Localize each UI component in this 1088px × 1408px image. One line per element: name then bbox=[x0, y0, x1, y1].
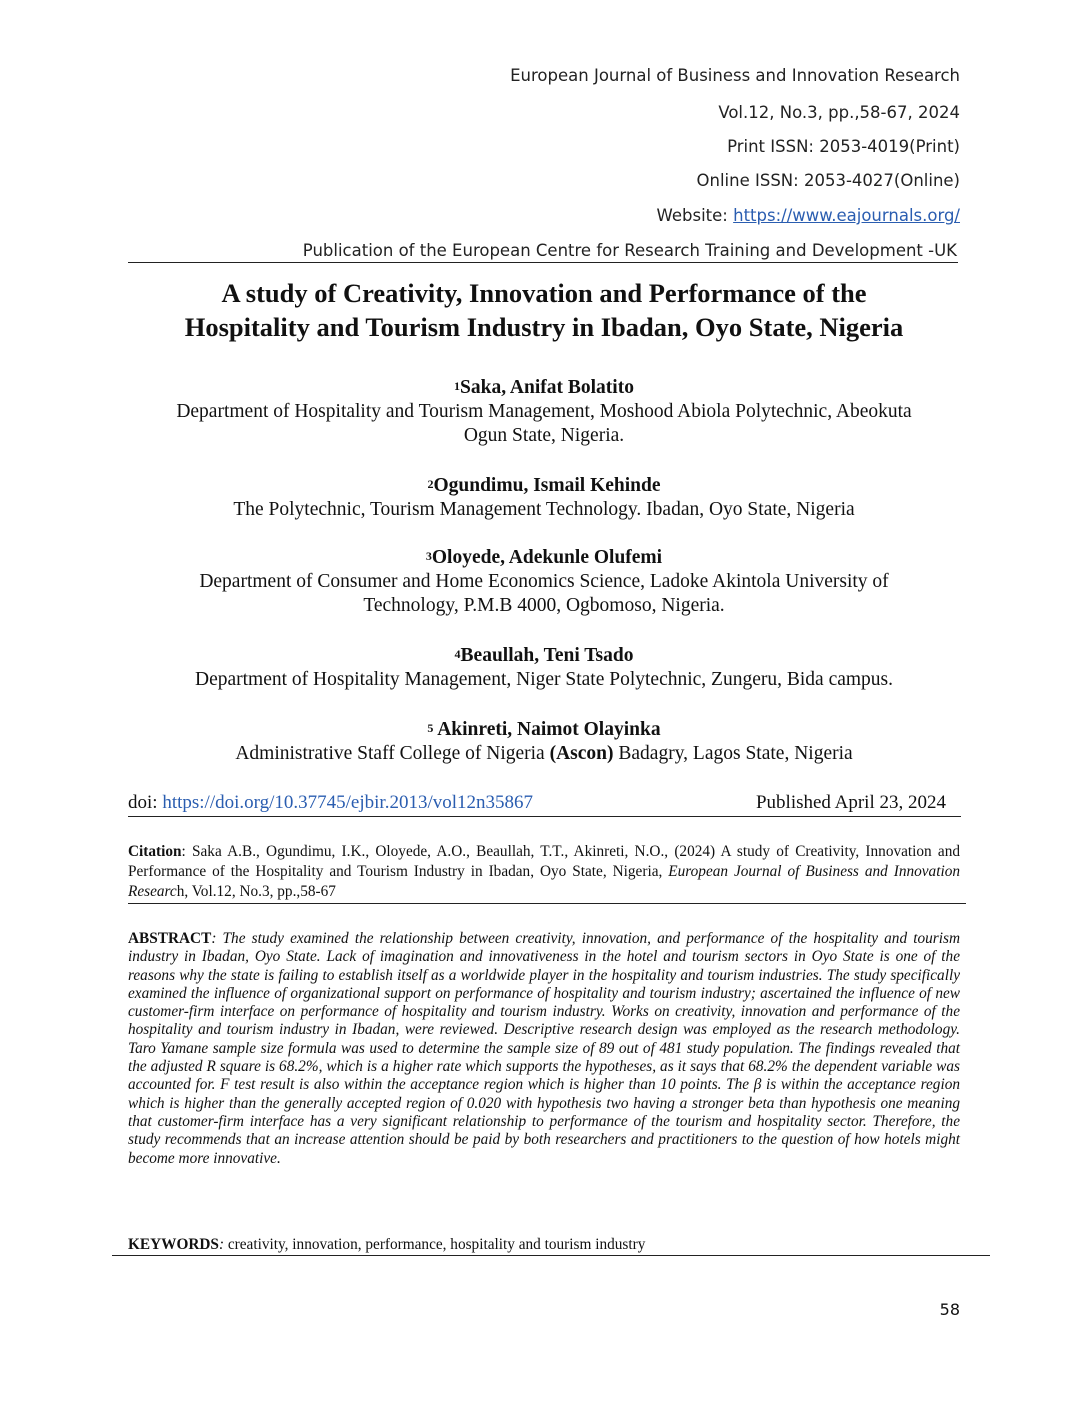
author-block bbox=[120, 546, 968, 618]
author-name bbox=[120, 644, 968, 668]
title-line-1: A study of Creativity, Innovation and Performance of the bbox=[221, 278, 867, 308]
author-name-text: Ogundimu, Ismail Kehinde bbox=[433, 475, 661, 496]
author-block bbox=[120, 376, 968, 448]
print-issn: Print ISSN: 2053-4019(Print) bbox=[727, 137, 960, 156]
citation-text: : Saka A.B., Ogundimu, I.K., Oloyede, A.O., Beaullah, T.T., Akinreti, N.O., (2024) A study of Creativity, Innovation and Performance of the Hospitality and Tourism Industry in Ibadan, Oyo State, Nigeria, bbox=[128, 843, 960, 880]
publisher-line: Publication of the European Centre for Research Training and Development -UK bbox=[302, 241, 957, 260]
website-label: Website: bbox=[656, 206, 734, 225]
keywords-text: creativity, innovation, performance, hospitality and tourism industry bbox=[224, 1236, 646, 1253]
title-line-2: Hospitality and Tourism Industry in Ibadan, Oyo State, Nigeria bbox=[184, 312, 904, 342]
author-name-text: Oloyede, Adekunle Olufemi bbox=[431, 547, 663, 568]
citation bbox=[128, 842, 960, 902]
author-name bbox=[120, 376, 968, 400]
author-affiliation: Department of Hospitality and Tourism Management, Moshood Abiola Polytechnic, Abeokuta bbox=[176, 401, 912, 422]
abstract bbox=[128, 930, 960, 1168]
author-affiliation: Administrative Staff College of Nigeria (Ascon) Badagry, Lagos State, Nigeria bbox=[235, 743, 853, 764]
doi-link[interactable]: https://doi.org/10.37745/ejbir.2013/vol12n35867 bbox=[162, 792, 533, 813]
journal-name: European Journal of Business and Innovation Research bbox=[510, 66, 960, 85]
published-date: Published April 23, 2024 bbox=[755, 792, 946, 813]
author-number: 1 bbox=[454, 379, 461, 393]
keywords-colon: : bbox=[218, 1236, 225, 1253]
keywords-label: KEYWORDS bbox=[128, 1236, 219, 1253]
page-number: 58 bbox=[939, 1300, 960, 1319]
doi-label: doi: bbox=[128, 792, 163, 813]
citation-journal: European Journal of Business and Innovation Researc bbox=[128, 863, 960, 900]
abstract-label: ABSTRACT bbox=[128, 930, 212, 947]
doi-line bbox=[128, 792, 960, 814]
author-name-text: Beaullah, Teni Tsado bbox=[460, 645, 634, 666]
paper-title bbox=[100, 276, 988, 344]
author-affiliation: Department of Consumer and Home Economics Science, Ladoke Akintola University of bbox=[199, 571, 889, 592]
author-name bbox=[120, 546, 968, 570]
online-issn: Online ISSN: 2053-4027(Online) bbox=[696, 171, 960, 190]
author-number: 2 bbox=[427, 477, 434, 491]
website-link[interactable]: https://www.eajournals.org/ bbox=[733, 206, 960, 225]
author-block bbox=[120, 474, 968, 522]
author-number: 4 bbox=[454, 647, 461, 661]
keywords-rule bbox=[112, 1255, 990, 1256]
author-number: 3 bbox=[425, 549, 432, 563]
author-affiliation: Department of Hospitality Management, Niger State Polytechnic, Zungeru, Bida campus. bbox=[194, 669, 894, 690]
author-block bbox=[120, 718, 968, 766]
header-rule bbox=[128, 262, 958, 263]
citation-label: Citation bbox=[128, 843, 182, 860]
author-affiliation-cont: Ogun State, Nigeria. bbox=[463, 425, 625, 446]
keywords bbox=[128, 1236, 960, 1254]
volume-info: Vol.12, No.3, pp.,58-67, 2024 bbox=[718, 103, 960, 122]
website-line bbox=[657, 206, 960, 225]
citation-rule bbox=[128, 903, 966, 904]
author-block bbox=[120, 644, 968, 692]
author-affiliation: The Polytechnic, Tourism Management Technology. Ibadan, Oyo State, Nigeria bbox=[233, 499, 855, 520]
citation-tail: h, Vol.12, No.3, pp.,58-67 bbox=[176, 883, 336, 900]
author-name-text: Akinreti, Naimot Olayinka bbox=[433, 719, 661, 740]
author-name bbox=[120, 718, 968, 742]
doi-rule bbox=[128, 816, 961, 817]
author-name bbox=[120, 474, 968, 498]
author-number: 5 bbox=[427, 721, 434, 735]
author-affiliation-cont: Technology, P.M.B 4000, Ogbomoso, Nigeria. bbox=[363, 595, 725, 616]
author-name-text: Saka, Anifat Bolatito bbox=[460, 377, 634, 398]
abstract-text: : The study examined the relationship between creativity, innovation, and performance of the hospitality and tourism industry in Ibadan, Oyo State. Lack of imagination and innovativeness in the hotel and tourism sectors in Oyo State is one of the reasons why the state is failing to establish itself as a worldwide player in the hospitality and tourism industries. The study specifically examined the influence of organizational support on performance of hospitality and tourism industry; ascertained the influence of new customer-firm interface on performance of hospitality and tourism industry. Works on creativity, innovation and performance of the hospitality and tourism industry in Ibadan, were reviewed. Descriptive research design was employed as the research methodology. Taro Yamane sample size formula was used to determine the sample size of 89 out of 481 study population. The findings revealed that the adjusted R square is 68.2%, which is a higher rate which supports the hypotheses, as it says that 68.2% the dependent variable was accounted for. F test result is also within the acceptance region which is higher than 10 points. The β is within the acceptance region which is higher than the generally accepted region of 0.020 with hypothesis two having a stronger beta than hypothesis one meaning that customer-firm interface has a very significant relationship to performance of the tourism and hospitality sector. Therefore, the study recommends that an increase attention should be paid by both researchers and practitioners to the question of how hotels might become more innovative. bbox=[128, 930, 960, 1167]
